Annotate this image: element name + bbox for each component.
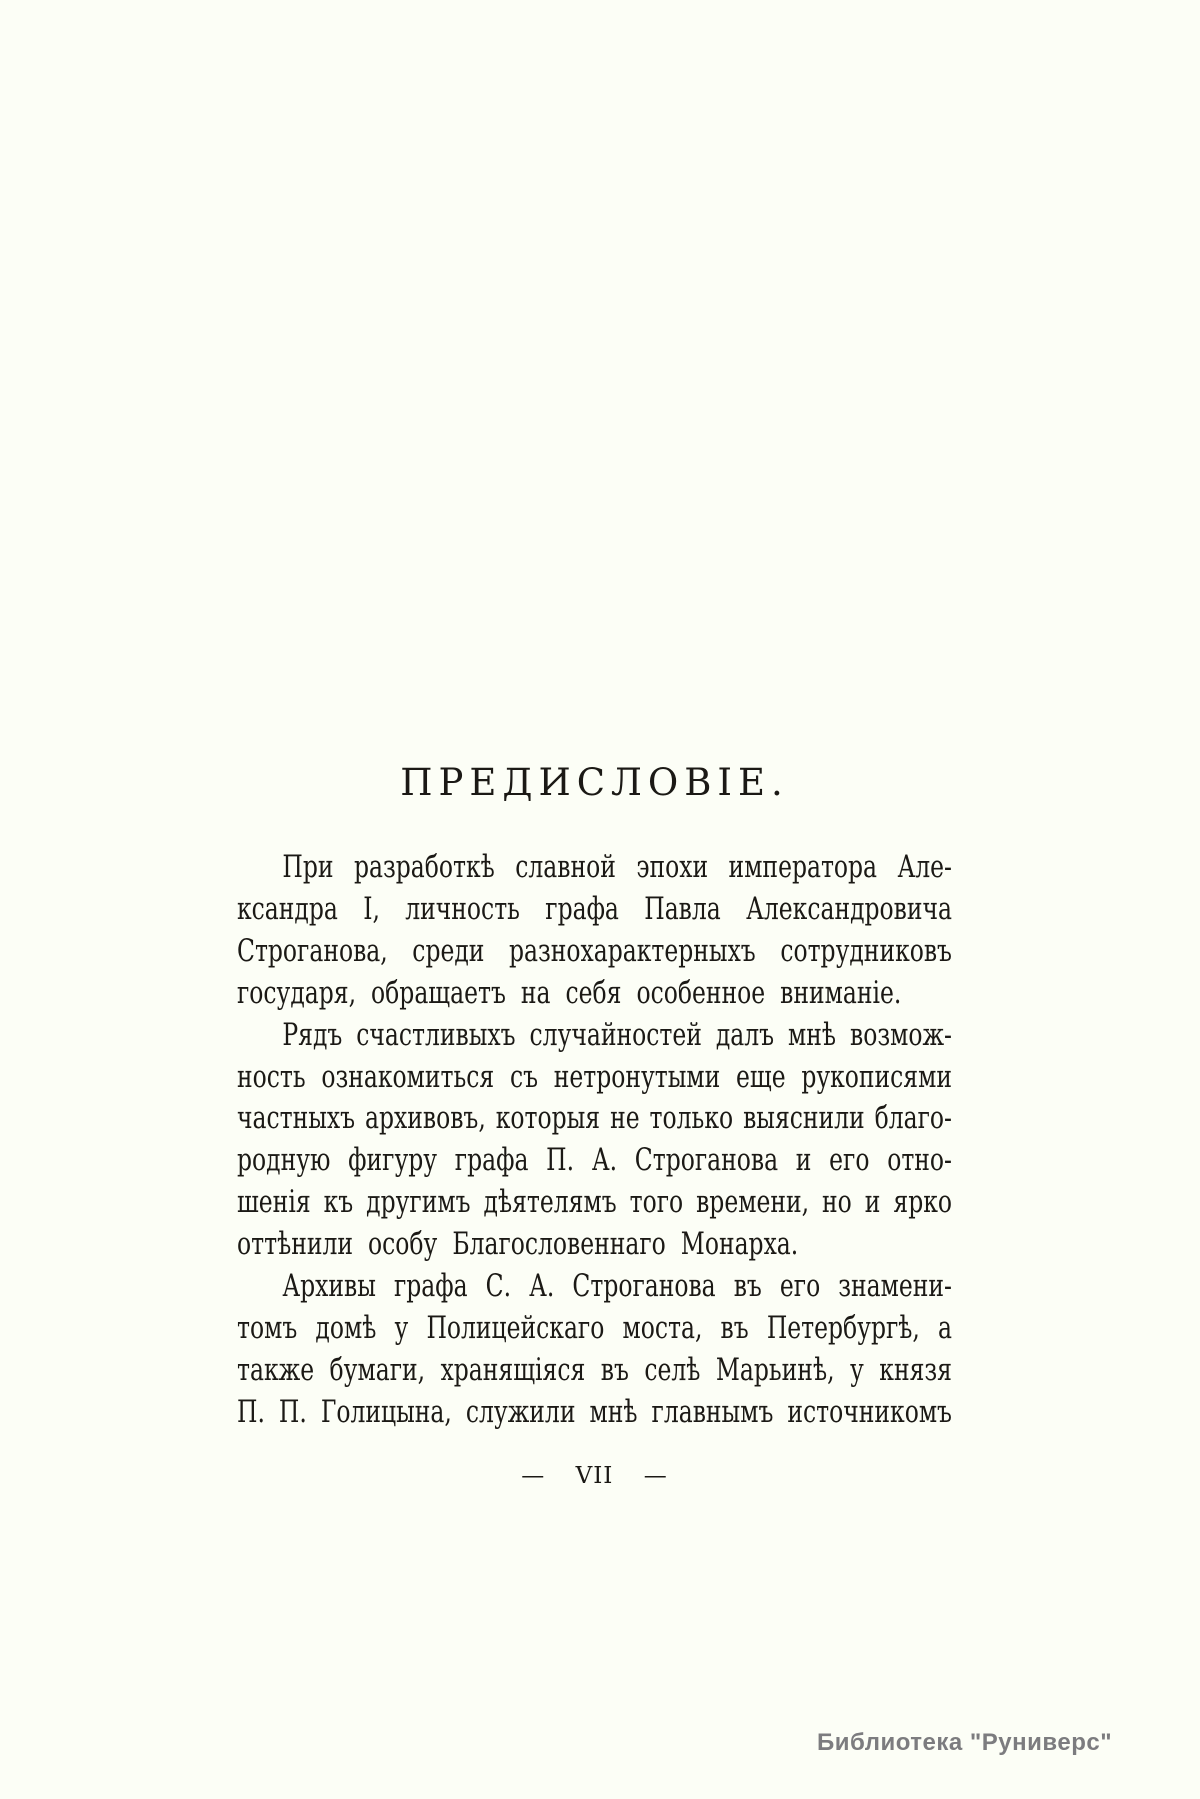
paragraph <box>237 1015 952 1266</box>
text-line: оттѣнили особу Благословеннаго Монарха. <box>237 1226 799 1263</box>
library-watermark: Библиотека "Руниверс" <box>817 1729 1113 1756</box>
text-line: При разработкѣ славной эпохи императора Але- <box>282 849 952 885</box>
text-line: ксандра I, личность графа Павла Александровича <box>237 890 952 927</box>
page-title: ПРЕДИСЛОВІЕ. <box>400 761 789 804</box>
text-line: частныхъ архивовъ, которыя не только выяснили благо- <box>237 1100 952 1137</box>
text-line: Архивы графа С. А. Строганова въ его знамени- <box>282 1268 952 1305</box>
body-text <box>237 847 952 1434</box>
text-line: родную фигуру графа П. А. Строганова и его отно- <box>237 1142 952 1179</box>
text-line: шенія къ другимъ дѣятелямъ того времени, но и ярко <box>237 1184 952 1221</box>
text-line: ность ознакомиться съ нетронутыми еще рукописями <box>237 1058 952 1095</box>
page-number: — VII — <box>521 1463 668 1489</box>
paragraph <box>237 847 952 1015</box>
text-line: П. П. Голицына, служили мнѣ главнымъ источникомъ <box>237 1393 952 1430</box>
text-line: томъ домѣ у Полицейскаго моста, въ Петербургѣ, а <box>237 1309 952 1346</box>
paragraph <box>237 1266 952 1434</box>
text-line: Строганова, среди разнохарактерныхъ сотрудниковъ <box>237 932 952 969</box>
text-line: также бумаги, хранящіяся въ селѣ Марьинѣ, у князя <box>237 1351 952 1388</box>
text-line: Рядъ счастливыхъ случайностей далъ мнѣ возмож- <box>282 1016 952 1053</box>
text-line: государя, обращаетъ на себя особенное вниманіе. <box>237 974 902 1011</box>
